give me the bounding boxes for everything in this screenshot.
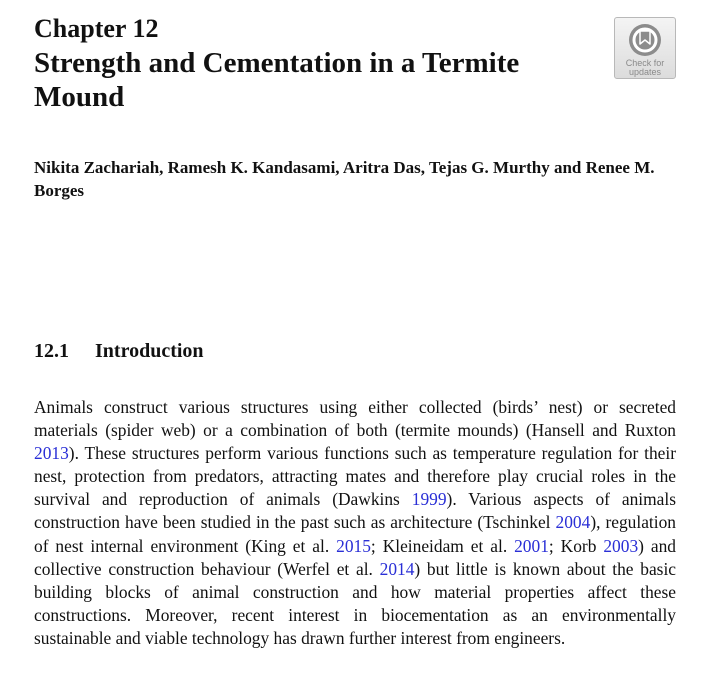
citation-link-dawkins-1999[interactable]: 1999 [411, 489, 447, 510]
paragraph-text: ; Kleineidam et al. [370, 535, 515, 556]
citation-link-hansell-2013[interactable]: 2013 [34, 443, 69, 464]
paragraph-text: Animals construct various structures using either collected (birds’ nest) or secreted materials (spider web) or a combination of both (termite mounds) (Hansell and Ruxton [34, 397, 676, 441]
citation-link-king-2015[interactable]: 2015 [336, 535, 371, 556]
paragraph-text: ; Korb [548, 535, 604, 556]
section-number: 12.1 [34, 340, 69, 362]
citation-link-korb-2003[interactable]: 2003 [603, 535, 639, 556]
citation-link-tschinkel-2004[interactable]: 2004 [555, 512, 591, 533]
paragraph-text: ) but little is known about the basic building blocks of animal construction and how material properties affect these constructions. Moreover, recent interest in biocementation as an environmentally sustainable and viable technology has drawn further interest from engineers. [34, 558, 676, 648]
chapter-title: Strength and Cementation in a Termite Mound [34, 47, 520, 113]
paragraph-text: ). These structures perform various functions such as temperature regulation for their nest, protection from predators, attracting mates and therefore play crucial roles in the survival and reproduction of animals (Dawkins [34, 443, 676, 510]
paragraph-text: ). Various aspects of animals construction have been studied in the past such as architecture (Tschinkel [34, 489, 676, 533]
introduction-paragraph [34, 396, 676, 650]
citation-link-kleineidam-2001[interactable]: 2001 [514, 535, 549, 556]
chapter-label: Chapter 12 [34, 14, 159, 43]
check-for-updates-label: Check for updates [625, 58, 665, 77]
citation-link-werfel-2014[interactable]: 2014 [379, 558, 415, 579]
paragraph-text: ), regulation of nest internal environment (King et al. [34, 512, 676, 556]
author-list: Nikita Zachariah, Ramesh K. Kandasami, Aritra Das, Tejas G. Murthy and Renee M. Borges [34, 158, 655, 200]
paragraph-text: ) and collective construction behaviour (Werfel et al. [34, 535, 676, 579]
check-for-updates-badge[interactable] [614, 17, 676, 79]
section-heading [34, 338, 204, 364]
section-title: Introduction [95, 340, 204, 362]
check-for-updates-icon [627, 22, 663, 58]
